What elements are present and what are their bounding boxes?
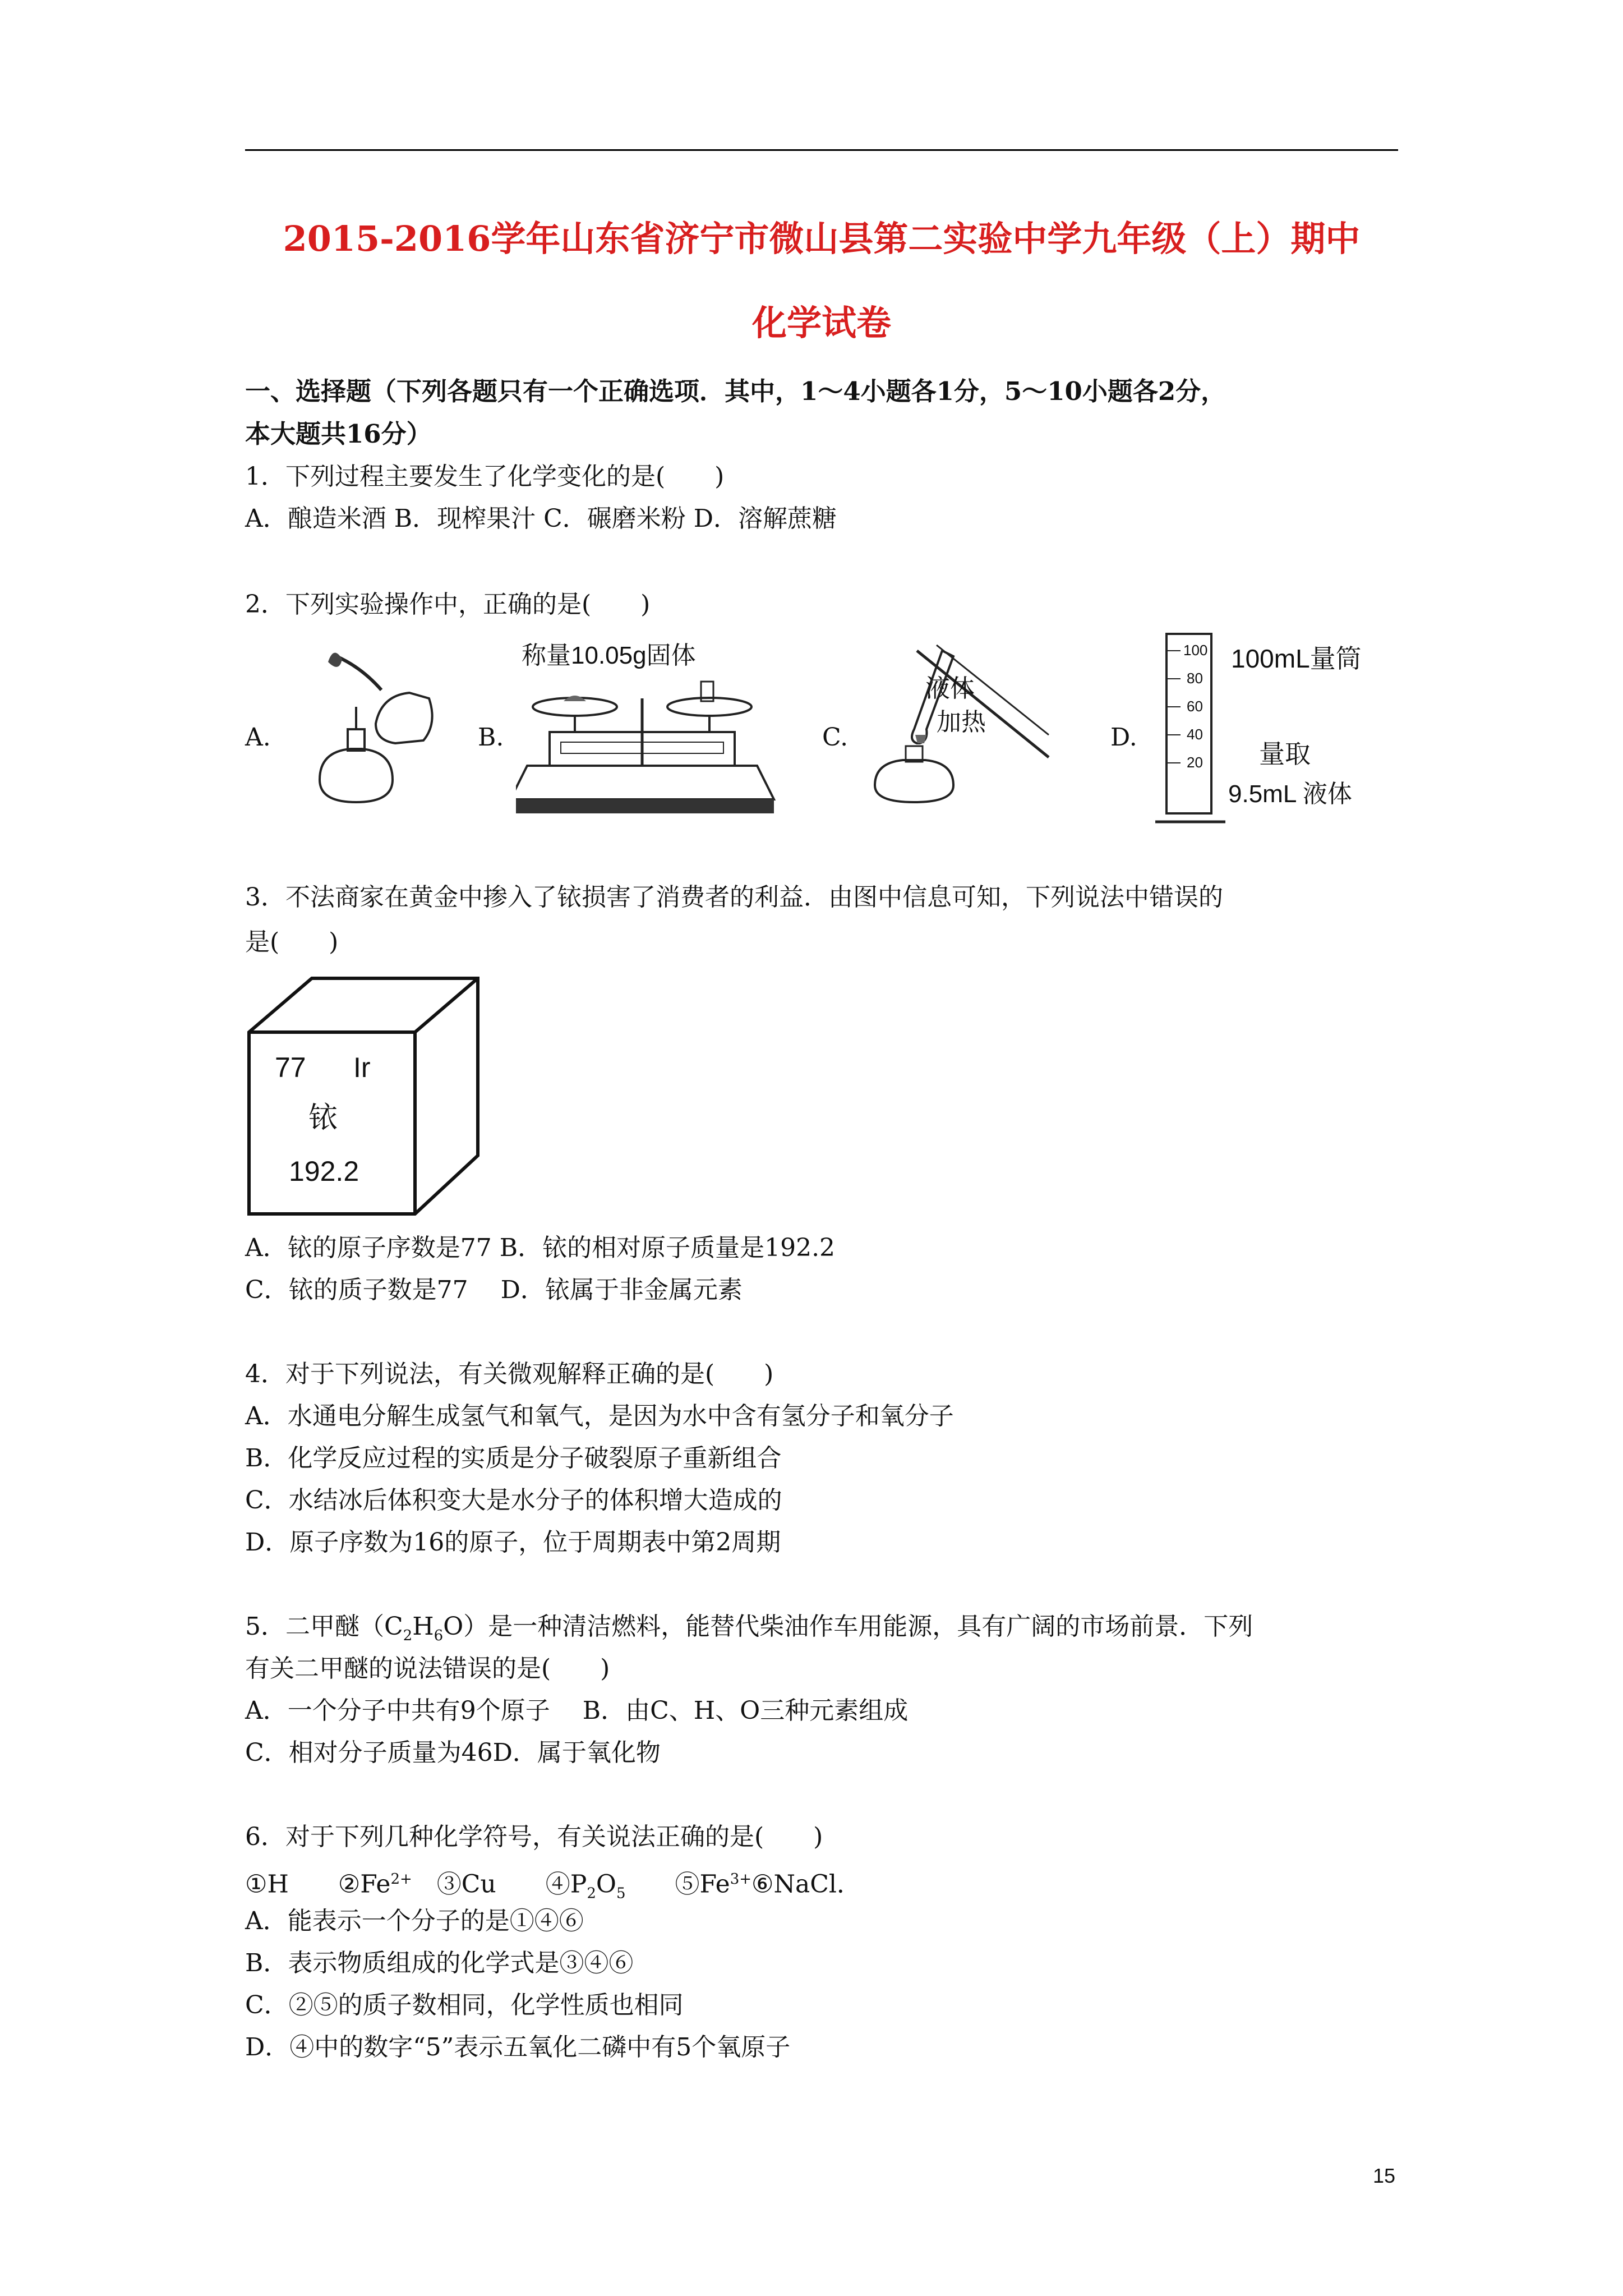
header-rule	[245, 149, 1398, 151]
q1-stem: 1．下列过程主要发生了化学变化的是( )	[245, 462, 725, 491]
exam-title-line2: 化学试卷	[751, 302, 891, 343]
q6-option-c: C．②⑤的质子数相同，化学性质也相同	[245, 1991, 684, 2019]
q6-stem: 6．对于下列几种化学符号，有关说法正确的是( )	[245, 1823, 823, 1851]
q6-symbols: ①H $②Fe^{2+}$ ③Cu $④P_2O_5$ $⑤Fe^{3+}⑥NaCl$．	[245, 1870, 861, 1902]
heat-label: 加热	[937, 708, 986, 736]
balance-label: 称量10.05g固体	[522, 642, 696, 669]
tick-100: 100	[1183, 642, 1208, 659]
page-number: 15	[1373, 2164, 1396, 2187]
q2-option-d-label: D.	[1110, 723, 1137, 752]
q4-option-d: D．原子序数为16的原子，位于周期表中第2周期	[245, 1528, 781, 1557]
section-heading-line2: 本大题共16分）	[245, 419, 432, 449]
q6-option-b: B．表示物质组成的化学式是③④⑥	[245, 1949, 634, 1977]
liquid-label: 液体	[925, 675, 975, 702]
volume-label: 9.5mL 液体	[1228, 780, 1352, 808]
graduated-cylinder-figure	[1155, 628, 1391, 830]
q5-options-line2: C．相对分子质量为46D．属于氧化物	[245, 1738, 661, 1767]
q2-option-b-label: B.	[478, 723, 504, 752]
q4-stem: 4．对于下列说法，有关微观解释正确的是( )	[245, 1360, 774, 1388]
element-name: 铱	[308, 1102, 338, 1134]
q4-option-b: B．化学反应过程的实质是分子破裂原子重新组合	[245, 1444, 782, 1473]
cylinder-label: 100mL量筒	[1231, 644, 1362, 673]
q4-option-c: C．水结冰后体积变大是水分子的体积增大造成的	[245, 1486, 782, 1515]
q5-stem-line2: 有关二甲醚的说法错误的是( )	[245, 1654, 610, 1683]
tick-80: 80	[1187, 670, 1203, 687]
q5-options-line1: A．一个分子中共有9个原子 B．由C、H、O三种元素组成	[245, 1696, 909, 1725]
element-symbol: Ir	[353, 1052, 371, 1083]
q3-stem-line1: 3．不法商家在黄金中掺入了铱损害了消费者的利益．由图中信息可知，下列说法中错误的	[245, 883, 1223, 912]
q6-option-a: A．能表示一个分子的是①④⑥	[245, 1907, 584, 1935]
atomic-number: 77	[275, 1052, 306, 1083]
atomic-mass: 192.2	[289, 1156, 359, 1187]
q3-options-line1: A．铱的原子序数是77 B．铱的相对原子质量是192.2	[245, 1234, 836, 1262]
tick-40: 40	[1187, 726, 1203, 743]
exam-title-line1: 2015-2016学年山东省济宁市微山县第二实验中学九年级（上）期中	[283, 218, 1361, 259]
q5-stem-line1: 5．二甲醚$(C_2H_6O)$是一种清洁燃料，能替代柴油作车用能源，具有广阔的市场前景．下列	[245, 1612, 1253, 1644]
tick-60: 60	[1187, 698, 1203, 715]
alcohol-lamp-lighting-figure	[297, 645, 460, 813]
test-tube-heating-figure	[864, 634, 1066, 819]
q6-option-d: D．④中的数字“5”表示五氧化二磷中有5个氧原子	[245, 2033, 791, 2062]
q1-options: A．酿造米酒 B．现榨果汁 C．碾磨米粉 D．溶解蔗糖	[245, 504, 837, 533]
section-heading-line1: 一、选择题（下列各题只有一个正确选项．其中，1～4小题各1分，5～10小题各2分，	[245, 376, 1227, 406]
tick-20: 20	[1187, 754, 1203, 771]
q2-option-a-label: A.	[245, 723, 271, 752]
q3-options-line2: C．铱的质子数是77 D．铱属于非金属元素	[245, 1276, 743, 1304]
q4-option-a: A．水通电分解生成氢气和氧气，是因为水中含有氢分子和氧分子	[245, 1402, 954, 1430]
q3-stem-line2: 是( )	[245, 928, 339, 956]
balance-weighing-figure	[516, 637, 796, 827]
q2-stem: 2．下列实验操作中，正确的是( )	[245, 590, 651, 619]
q2-option-c-label: C.	[822, 723, 849, 752]
iridium-element-cube	[247, 976, 482, 1223]
measure-label: 量取	[1259, 739, 1311, 769]
